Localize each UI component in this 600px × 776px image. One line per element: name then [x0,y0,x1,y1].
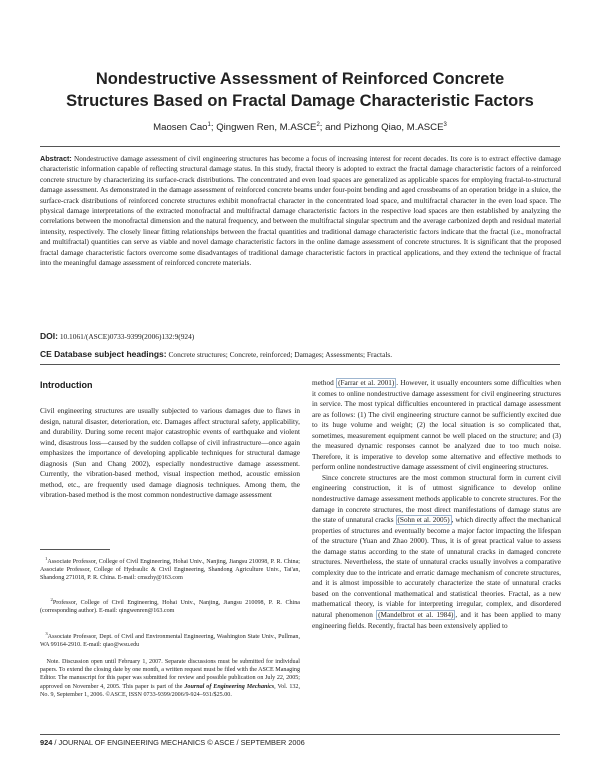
footnote-3 [40,630,300,649]
abstract [40,154,561,268]
footnote-3-mark: 3 [45,631,48,636]
section-heading-introduction: Introduction [40,380,93,390]
footnote-2-mark: 2 [50,597,53,602]
p2-mid: , which directly affect the mechanical properties of structures and eventually become a major factor impacting the lifespan of the structure (Yuan and Zhao 2000). Thus, it is of great practical value to assess the damage status according to the state of unnatural cracks in damaged concrete structures. Nevertheless, the state of unnatural cracks usually involves a comparative complexity due to the intricate and erratic damage mechanism of concrete structures, and it is almost impossible to accurately characterize the state of unnatural cracks based on the conventional mathematical and statistical theories. Fractal, as a new mathematical theory, is viable for interpreting irregular, complex, and disordered natural phenomenon [312,516,561,620]
author-3: ; and Pizhong Qiao, M.ASCE [319,122,444,134]
footnote-2-text: Professor, College of Civil Engineering, Hohai Univ., Nanjing, Jiangsu 210098, P. R. China (corresponding author). E-mail: qingwenren@163.com [40,600,300,615]
ce-database-headings [40,349,561,359]
author-2-affiliation-mark: 2 [316,122,320,128]
abstract-text: Nondestructive damage assessment of civil engineering structures has become a focus of increasing interest for recent decades. Its core is to extract effective damage characteristic information capable of reflecting structural damage status. In this study, fractal theory is adopted to extract the fractal damage characteristic factors of a reinforced concrete structure by characterizing its surface-crack distributions. The concentrated and even load spaces are generalized as applicable spaces for employing fractal-to-structural damage assessment. As demonstrated in the damage assessment of reinforced concrete beams under four-point bending and aged crossbeams of an operation bridge in a sluice, the surface-crack distributions of reinforced concrete structures exhibit monofractal character in the concentrated load space, and multifractal character in the even load space. The physical damage interpretations of the extracted monofractal and multifractal damage characteristic factors in the respective load spaces are then established by analyzing the correlations between the monofractal dimension and the natural frequency, and between the multifractal singular spectrum and the average carbonized depth and residual material intensity, respectively. The closely linear fitting relationships between the fractal quantities and traditional damage characteristic factors indicate that the fractal (i.e., monofractal and multifractal) quantities can serve as viable and novel damage characteristic factors in the online damage assessment of concrete structures. It is significant that the proposed fractal damage characteristic factors overcome some disadvantages of traditional damage characteristic factors in practical applications, and they extend the technique of fractal into the meaningful damage assessment of reinforced concrete materials. [40,155,562,268]
citation-farrar-2001[interactable]: (Farrar et al. 2001) [338,379,395,387]
author-1-affiliation-mark: 1 [207,122,211,128]
discussion-note [40,658,300,699]
ce-database-value: Concrete structures; Concrete, reinforced; Damages; Assessments; Fractals. [168,350,393,359]
header-divider [40,146,560,147]
left-column-body [40,406,300,501]
p1-continued-pre: method [312,379,337,387]
intro-paragraph-2 [312,473,561,631]
journal-name: Journal of Engineering Mechanics [184,683,275,690]
citation-mandelbrot-1984[interactable]: (Mandelbrot et al. 1984) [378,611,454,620]
ce-database-label: CE Database subject headings: [40,349,167,359]
footer-divider [40,734,560,735]
abstract-divider [40,364,560,365]
discussion-note-post: , Vol. 132, No. 9, September 1, 2006. ©ASCE, ISSN 0733-9399/2006/9-924–931/$25.00. [40,683,300,698]
footnote-1-text: Associate Professor, College of Civil Engineering, Hohai Univ., Nanjing, Jiangsu 210098, P. R. China; Associate Professor, College of Hydraulic & Civil Engineering, Shandong Agriculture Univ., Tai'an, Shandong 271018, P. R. China. E-mail: cmszhy@163.com [40,559,300,582]
p1-continued-post: . However, it usually encounters some difficulties when it comes to online nondestructive damage assessment for civil engineering structures in service. The most typical difficulties encountered in practical damage assessment are as follows: (1) The civil engineering structure cannot be sufficiently excited due to its huge volume and weight; (2) the local situation is so complicated that, sometimes, measurement equipment cannot be well placed on the structure; and (3) the measured dynamic responses cannot be analyzed due to too much noise. Therefore, it is imperative to develop some alternative and effective methods to perform online nondestructive damage assessment of civil engineering structures. [312,379,561,472]
page-number: 924 [40,738,53,747]
paper-title-line-2: Structures Based on Fractal Damage Characteristic Factors [66,92,534,110]
footer-journal: / JOURNAL OF ENGINEERING MECHANICS © ASCE / SEPTEMBER 2006 [52,738,305,747]
author-2: ; Qingwen Ren, M.ASCE [210,122,317,134]
p2-post: , and it has been applied to many engineering fields. Recently, fractal has been extensively applied to [312,611,561,630]
p2-pre: Since concrete structures are the most common structural form in current civil engineering construction, it is of utmost significance to develop online nondestructive damage assessment methods applicable to concrete structures. For the damage in concrete structures, the most direct manifestations of damage status are the state of unnatural cracks [312,473,561,525]
author-1: Maosen Cao [153,122,208,134]
footnote-3-text: Associate Professor, Dept. of Civil and Environmental Engineering, Washington State Univ., Pullman, WA 99164-2910. E-mail: qiao@wsu.edu [40,634,300,649]
paper-title-line-1: Nondestructive Assessment of Reinforced Concrete [95,70,505,88]
intro-paragraph-1: Civil engineering structures are usually subjected to various damages due to flaws in design, natural disaster, deterioration, etc. Damages affect structural safety, applicability, and durability. During some recent major catastrophic events of earthquake and violent wind, disastrous loss—caused by the sudden collapse of civil infrastructure—once again emphasizes the importance of developing applicable techniques for structural damage diagnosis (Sun and Chang 2002), especially nondestructive damage assessment. Currently, the vibration-based method, visual inspection method, acoustic emission method, etc., are frequently used damage diagnosis techniques. Among them, the vibration-based method is the most common nondestructive damage assessment [40,407,300,500]
footnote-2 [40,596,300,615]
doi-value[interactable]: 10.1061/(ASCE)0733-9399(2006)132:9(924) [59,332,195,341]
citation-sohn-2005[interactable]: (Sohn et al. 2005) [397,516,450,525]
right-column-body [312,378,561,631]
author-line [0,122,600,133]
paper-title [0,68,600,112]
abstract-label: Abstract: [40,154,72,163]
footnote-1 [40,555,300,583]
footnote-1-mark: 1 [45,556,48,561]
page-footer [40,738,305,747]
footnote-divider [40,549,110,550]
doi-label: DOI: [40,331,58,341]
doi-line [40,331,561,341]
author-3-affiliation-mark: 3 [443,122,447,128]
intro-paragraph-1-continued [312,378,561,473]
discussion-note-pre: Note. Discussion open until February 1, 2007. Separate discussions must be submitted for individual papers. To extend the closing date by one month, a written request must be filed with the ASCE Managing Editor. The manuscript for this paper was submitted for review and possible publication on July 22, 2005; approved on November 4, 2005. This paper is part of the [40,659,300,690]
